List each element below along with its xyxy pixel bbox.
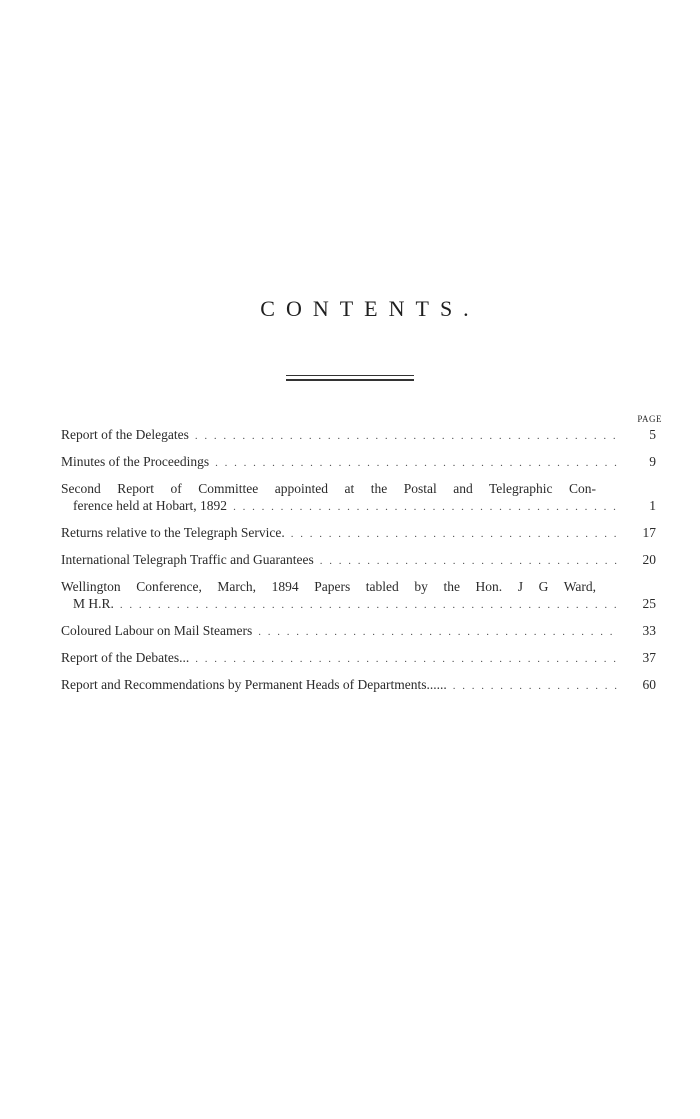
page-column-label: PAGE xyxy=(637,414,662,424)
toc-entry-title: Report and Recommendations by Permanent Heads of Departments...... xyxy=(61,677,447,692)
toc-entry xyxy=(61,453,656,472)
toc-entry-title-continued: M H.R. xyxy=(73,596,114,611)
dot-leader xyxy=(291,526,620,543)
toc-entry-page: 9 xyxy=(649,454,656,469)
page-title: CONTENTS. xyxy=(260,296,480,321)
toc-entry-page: 33 xyxy=(642,623,656,638)
toc-entry xyxy=(61,480,656,516)
dot-leader xyxy=(215,455,620,472)
toc-entry-title: Minutes of the Proceedings xyxy=(61,454,210,469)
dot-leader xyxy=(258,624,620,641)
dot-leader xyxy=(453,678,620,695)
toc-entry-title: Report of the Debates... xyxy=(61,650,190,665)
toc-entry-title: Second Report of Committee appointed at the Postal and Telegraphic Con- xyxy=(61,481,596,496)
title-rule-thin xyxy=(286,375,414,376)
toc-entry-page: 1 xyxy=(649,498,656,513)
toc-entry-title: Returns relative to the Telegraph Service. xyxy=(61,525,285,540)
toc-entry-title-continued: ference held at Hobart, 1892 xyxy=(73,498,228,513)
toc-entry-page: 37 xyxy=(642,650,656,665)
toc-entry xyxy=(61,622,656,641)
toc-entry-title: Wellington Conference, March, 1894 Papers tabled by the Hon. J G Ward, xyxy=(61,579,596,594)
toc-entry xyxy=(61,649,656,668)
toc-entry-title: Coloured Labour on Mail Steamers xyxy=(61,623,253,638)
toc-entry-title: International Telegraph Traffic and Guarantees xyxy=(61,552,314,567)
dot-leader xyxy=(320,553,620,570)
toc-entry xyxy=(61,551,656,570)
dot-leader xyxy=(195,651,620,668)
dot-leader xyxy=(120,597,620,614)
toc-entry-page: 5 xyxy=(649,427,656,442)
title-rule-thick xyxy=(286,379,414,381)
toc-entry-page: 25 xyxy=(642,596,656,611)
toc-entry-page: 60 xyxy=(642,677,656,692)
toc-entry xyxy=(61,524,656,543)
toc-entry xyxy=(61,426,656,445)
table-of-contents xyxy=(61,426,656,703)
toc-entry-page: 17 xyxy=(642,525,656,540)
toc-entry-page: 20 xyxy=(642,552,656,567)
dot-leader xyxy=(195,428,620,445)
toc-entry xyxy=(61,578,656,614)
toc-entry-title: Report of the Delegates xyxy=(61,427,189,442)
dot-leader xyxy=(233,499,620,516)
toc-entry xyxy=(61,676,656,695)
